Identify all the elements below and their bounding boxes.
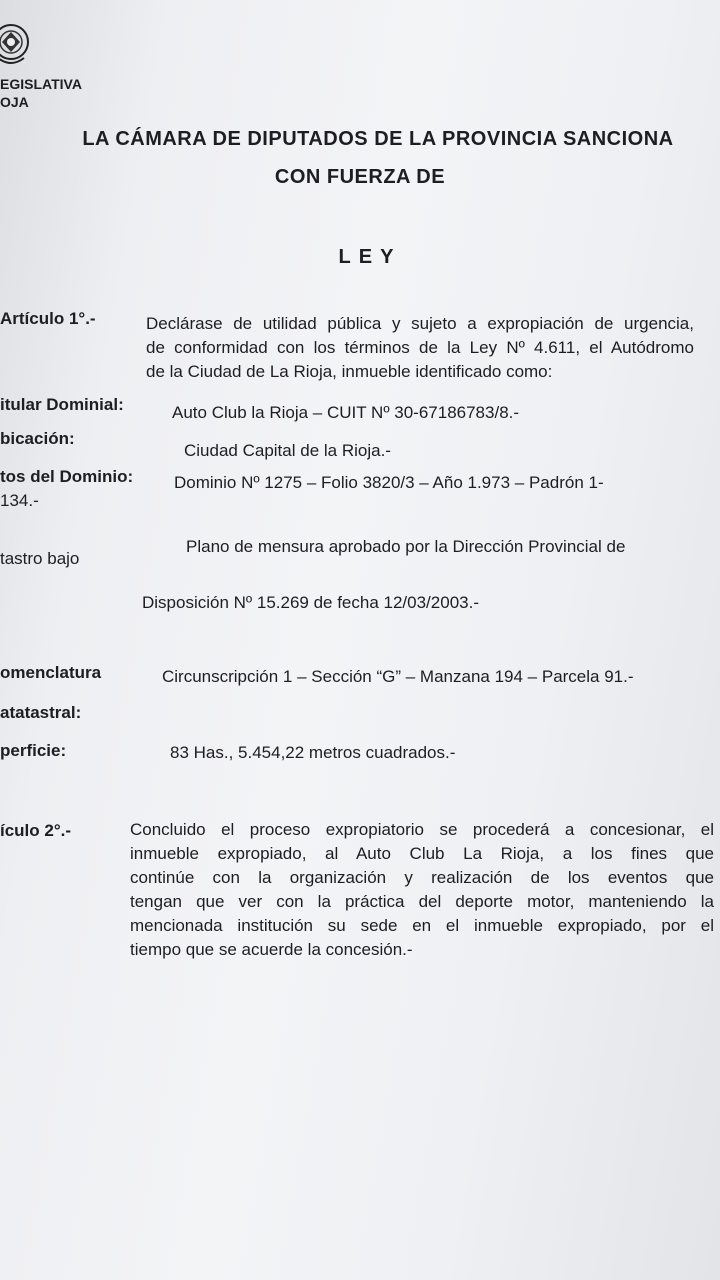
disposicion-value: Disposición Nº 15.269 de fecha 12/03/2003.- bbox=[142, 593, 479, 612]
article-2-line: inmueble expropiado, al Auto Club La Rioja, a los fines que bbox=[130, 844, 714, 863]
article-2-line: continúe con la organización y realización de los eventos que bbox=[130, 868, 714, 887]
article-1-line: de conformidad con los términos de la Ley Nº 4.611, el Autódromo bbox=[146, 338, 694, 357]
titular-label: itular Dominial: bbox=[0, 395, 124, 414]
article-2-line: tengan que ver con la práctica del deporte motor, manteniendo la bbox=[130, 892, 714, 911]
document-title-line2: CON FUERZA DE bbox=[274, 166, 446, 188]
article-1-label: Artículo 1°.- bbox=[0, 309, 96, 328]
datos-dominio-continuation: 134.- bbox=[0, 491, 39, 510]
nomenclatura-value: Circunscripción 1 – Sección “G” – Manzana 194 – Parcela 91.- bbox=[162, 667, 634, 686]
nomenclatura-label: omenclatura bbox=[0, 663, 102, 682]
article-1-body bbox=[146, 312, 694, 384]
ubicacion-value: Ciudad Capital de la Rioja.- bbox=[184, 441, 391, 460]
article-2-line: mencionada institución su sede en el inmueble expropiado, por el bbox=[130, 916, 714, 935]
superficie-label: perficie: bbox=[0, 741, 67, 760]
article-2-body bbox=[130, 818, 714, 962]
crest-text-line2: OJA bbox=[0, 94, 29, 110]
plano-value: Plano de mensura aprobado por la Dirección Provincial de bbox=[186, 537, 626, 556]
legislature-seal-icon bbox=[0, 18, 30, 70]
ubicacion-label: bicación: bbox=[0, 429, 75, 448]
titular-value: Auto Club la Rioja – CUIT Nº 30-67186783/8.- bbox=[172, 403, 520, 422]
article-2-line: Concluido el proceso expropiatorio se procederá a concesionar, el bbox=[130, 820, 714, 839]
datos-dominio-label: tos del Dominio: bbox=[0, 467, 134, 486]
crest-text-line1: EGISLATIVA bbox=[0, 76, 82, 92]
ley-heading: LEY bbox=[338, 246, 402, 268]
datos-dominio-value: Dominio Nº 1275 – Folio 3820/3 – Año 1.973 – Padrón 1- bbox=[174, 473, 604, 492]
article-1-line: de la Ciudad de La Rioja, inmueble identificado como: bbox=[146, 362, 553, 381]
article-2-label: ículo 2°.- bbox=[0, 821, 72, 840]
catastro-label: tastro bajo bbox=[0, 549, 80, 568]
article-1-line: Declárase de utilidad pública y sujeto a expropiación de urgencia, bbox=[146, 314, 694, 333]
article-2-line: tiempo que se acuerde la concesión.- bbox=[130, 940, 413, 959]
catastral-label: atatastral: bbox=[0, 703, 82, 722]
superficie-value: 83 Has., 5.454,22 metros cuadrados.- bbox=[170, 743, 456, 762]
document-title-line1: LA CÁMARA DE DIPUTADOS DE LA PROVINCIA SANCIONA bbox=[82, 128, 674, 150]
